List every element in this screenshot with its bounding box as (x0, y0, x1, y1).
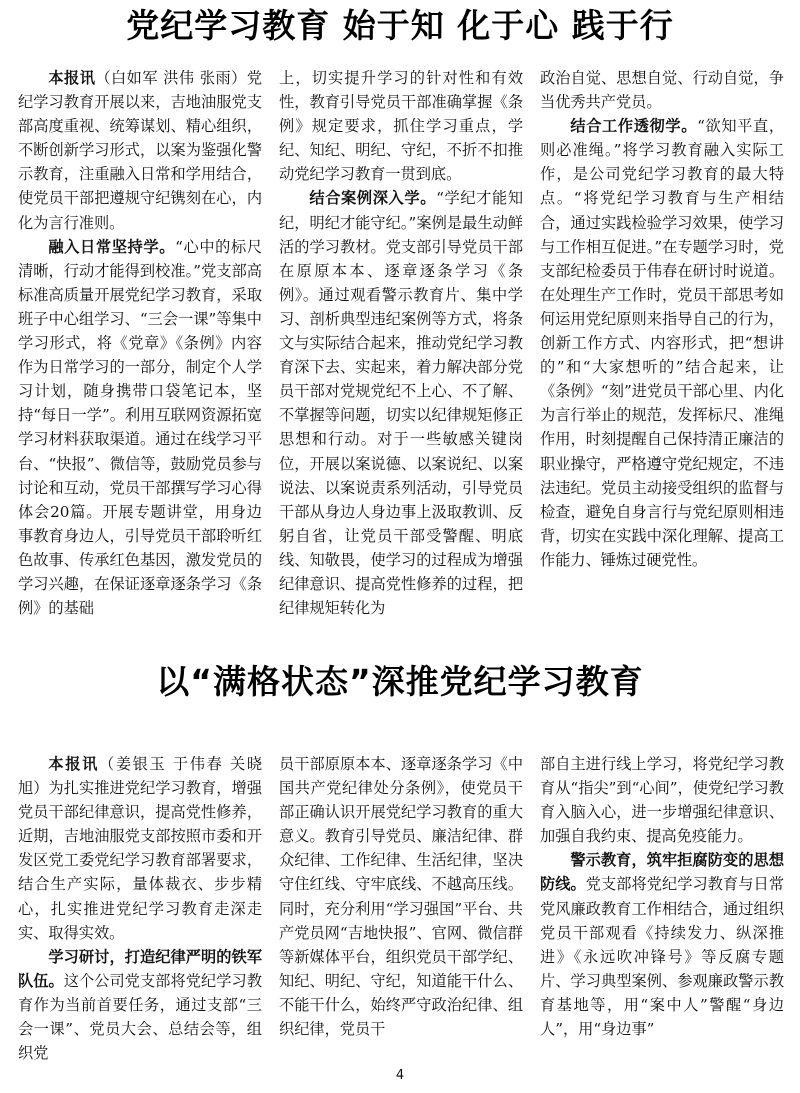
article1-column-1 (18, 66, 262, 646)
article1-subheading-3: 结合工作透彻学。 (570, 117, 698, 136)
article2-continued-text: 员干部原原本本、逐章逐条学习《中国共产党纪律处分条例》，使党员干部正确认识开展党纪学习教育的重大意义。教育引导党员、廉洁纪律、群众纪律、工作纪律、生活纪律，坚决守住红线、守牢底线、不越高压线。同时，充分利用“学习强国”平台、共产党员网“吉地快报”、官网、微信群等新媒体平台，组织党员干部学纪、知纪、明纪、守纪，知道能干什么、不能干什么，始终严守政治纪律、组织纪律，党员干 (279, 755, 523, 1039)
article1-intro-text: （白如军 洪伟 张雨）党纪学习教育开展以来，吉地油服党支部高度重视、统筹谋划、精心组织，不断创新学习形式，以案为鉴强化警示教育，注重融入日常和学用结合，使党员干部把遵规守纪镌刻在心，内化为言行准则。 (18, 69, 263, 232)
article2-paragraph-intro (18, 752, 262, 945)
article1-body (18, 66, 784, 646)
article1-section3-text: “欲知平直，则必准绳。”将学习教育融入实际工作，是公司党纪学习教育的最大特点。“将党纪学习教育与生产相结合，通过实践检验学习效果，使学习与工作相互促进。”在专题学习时，党支部纪检委员于伟春在研讨时说道。在处理生产工作时，党员干部思考如何运用党纪原则来指导自己的行为，创新工作方式、内容形式，把“想讲的”和“大家想听的”结合起来，让《条例》“刻”进党员干部心里、内化为言行举止的规范，发挥标尺、准绳作用，时刻提醒自己保持清正廉洁的职业操守，严格遵守党纪规定，不违法违纪。党员主动接受组织的监督与检查，避免自身言行与党纪原则相违背，切实在实践中深化理解、提高工作能力、锤炼过硬党性。 (540, 117, 785, 569)
article1-headline: 党纪学习教育 始于知 化于心 践于行 (126, 6, 674, 45)
article2-continued-text-2: 部自主进行线上学习，将党纪学习教育从“指尖”到“心间”，使党纪学习教育入脑入心，进一步增强纪律意识、加强自我约束、提高免疫能力。 (540, 755, 784, 846)
article1-paragraph-intro (18, 66, 262, 235)
article2-headline: 以“满格状态”深推党纪学习教育 (156, 662, 644, 701)
article2-column-1 (18, 752, 263, 1063)
article1-section1-text: “心中的标尺清晰，行动才能得到校准。”党支部高标准高质量开展党纪学习教育，采取班子中心组学习、“三会一课”等集中学习形式，将《党章》《条例》内容作为日常学习的一部分，制定个人学习计划，随身携带口袋笔记本，坚持“每日一学”。利用互联网资源拓宽学习材料获取渠道。通过在线学习平台、“快报”、微信等，鼓励党员参与讨论和互动，党员干部撰写学习心得体会20篇。开展专题讲堂，用身边事教育身边人，引导党员干部聆听红色故事、传承红色基因，激发党员的学习兴趣，在保证逐章逐条学习《条例》的基础 (18, 237, 263, 618)
article1-section2-text: “学纪才能知纪，明纪才能守纪。”案例是最生动鲜活的学习教材。党支部引导党员干部在原原本本、逐章逐条学习《条例》。通过观看警示教育片、集中学习、剖析典型违纪案例等方式，将条文与实际结合起来，推动党纪学习教育深下去、实起来，着力解决部分党员干部对党规党纪不上心、不了解、不掌握等问题，切实以纪律规矩修正思想和行动。对于一些敏感关键岗位，开展以案说德、以案说纪、以案说法、以案说责系列活动，引导党员干部从身边人身边事上汲取教训、反躬自省，让党员干部受警醒、明底线、知敬畏，使学习的过程成为增强纪律意识、提高党性修养的过程，把纪律规矩转化为 (279, 189, 524, 618)
article2-paragraph-section2 (540, 848, 784, 1041)
article2-section2-text: 党支部将党纪学习教育与日常党风廉政教育工作相结合，通过组织党员干部观看《持续发力、纵深推进》《永远吹冲锋号》等反腐专题片、学习典型案例、参观廉政警示教育基地等，用“案中人”警醒“身边人”，用“身边事” (540, 875, 785, 1039)
article1-paragraph-section1 (18, 235, 262, 621)
article2-paragraph-section1 (18, 945, 262, 1065)
article2-body (18, 752, 785, 1063)
article2-intro-text: （姜银玉 于伟春 关晓旭）为扎实推进党纪学习教育，增强党员干部纪律意识，提高党性修养，近期，吉地油服党支部按照市委和开发区党工委党纪学习教育部署要求，结合生产实际，量体裁衣、步步精心，扎实推进党纪学习教育走深走实、取得实效。 (18, 755, 263, 942)
article2-column-3 (540, 752, 784, 1052)
article2-column-2 (279, 752, 523, 1052)
article2-subheading-2: 警示教育，筑牢拒腐防变的思想防线。 (540, 851, 784, 894)
article1-continued-text-2: 政治自觉、思想自觉、行动自觉，争当优秀共产党员。 (540, 69, 784, 112)
article2-section1-text: 这个公司党支部将党纪学习教育作为当前首要任务，通过支部“三会一课”、党员大会、总结会等，组织党 (18, 971, 263, 1063)
article1-column-3 (540, 66, 784, 646)
article1-continued-text: 上，切实提升学习的针对性和有效性，教育引导党员干部准确掌握《条例》规定要求，抓住学习重点，学纪、知纪、明纪、守纪，不折不扣推动党纪学习教育一贯到底。 (279, 69, 523, 184)
article1-column-2 (279, 66, 523, 646)
article1-paragraph-section3 (540, 114, 784, 572)
article1-subheading-2: 结合案例深入学。 (309, 189, 437, 208)
article1-lead: 本报讯 (48, 69, 96, 87)
article2-lead: 本报讯 (48, 755, 99, 773)
page-number: 4 (395, 1068, 405, 1083)
article1-paragraph-section2 (279, 186, 523, 620)
article2-subheading-1: 学习研讨，打造纪律严明的铁军队伍。 (18, 947, 262, 990)
article1-subheading-1: 融入日常坚持学。 (48, 237, 176, 256)
